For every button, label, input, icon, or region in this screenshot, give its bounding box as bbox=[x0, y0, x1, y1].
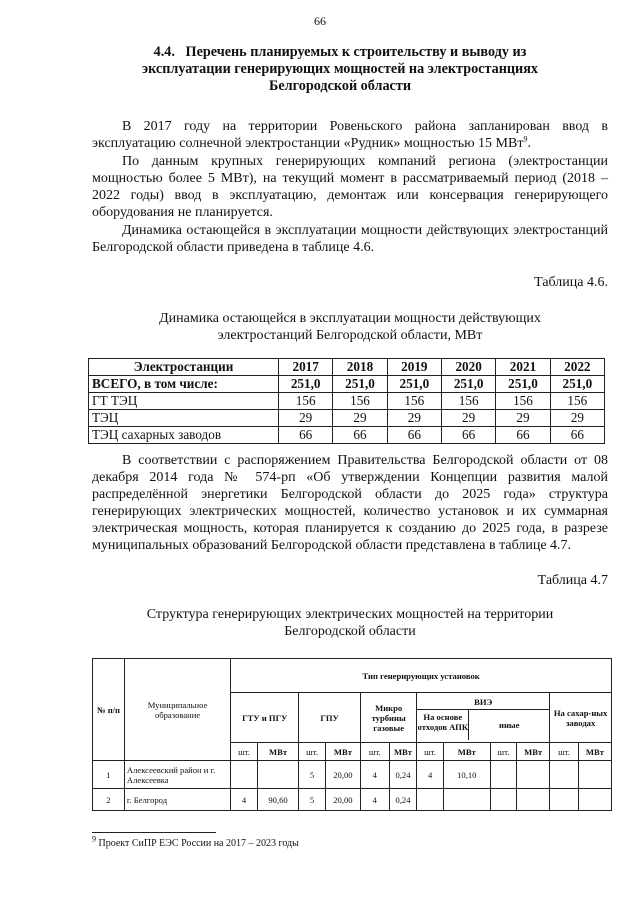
paragraph-3: Динамика остающейся в эксплуатации мощности действующих электростанций Белгородской области приведена в таблице 4.6. bbox=[92, 223, 608, 255]
footnote-divider bbox=[92, 832, 216, 833]
heading-line-2: эксплуатации генерирующих мощностей на электростанциях bbox=[141, 61, 539, 77]
table-4-6-label: Таблица 4.6. bbox=[534, 275, 608, 290]
table-4-7-label: Таблица 4.7 bbox=[537, 573, 608, 588]
table-row: ГТ ТЭЦ 156 156 156 156 156 156 bbox=[89, 393, 605, 410]
table-header-row: ГТУ и ПГУ ГПУ Микро турбины газовые ВИЭ На основе отходов АПК иные На сахар-ных заводах bbox=[93, 693, 612, 743]
footnote bbox=[92, 834, 299, 849]
table-row: 1 Алексеевский район и г. Алексеевка 5 20,00 4 0,24 4 10,10 bbox=[93, 761, 612, 789]
paragraph-2: По данным крупных генерирующих компаний региона (электростанции мощностью более 5 МВт), на текущий момент в рассматриваемый период (2018 – 2022 годы) ввод в эксплуатацию, демонтаж или консервация генерирующего оборудования не планируется. bbox=[92, 154, 608, 220]
table-4-6-caption: Динамика остающейся в эксплуатации мощности действующих электростанций Белгородской области, МВт bbox=[159, 311, 541, 343]
table-row: ВСЕГО, в том числе: 251,0 251,0 251,0 251,0 251,0 251,0 bbox=[89, 376, 605, 393]
table-row: 2 г. Белгород 4 90,60 5 20,00 4 0,24 bbox=[93, 789, 612, 811]
table-4-7 bbox=[92, 658, 612, 811]
table-header-row: № п/п Муниципальное образование Тип генерирующих установок bbox=[93, 659, 612, 693]
page-number: 66 bbox=[314, 14, 326, 28]
table-row: ТЭЦ сахарных заводов 66 66 66 66 66 66 bbox=[89, 427, 605, 444]
paragraph-1: В 2017 году на территории Ровеньского района запланирован ввод в эксплуатацию солнечной электростанции «Рудник» мощностью 15 МВт$^9$. bbox=[92, 119, 608, 151]
section-heading bbox=[110, 44, 570, 95]
table-row: ТЭЦ 29 29 29 29 29 29 bbox=[89, 410, 605, 427]
heading-line-1: Перечень планируемых к строительству и выводу из bbox=[185, 44, 527, 60]
footnote-ref: 9 bbox=[523, 134, 528, 144]
table-header-row: Электростанции 2017 2018 2019 2020 2021 2022 bbox=[89, 359, 605, 376]
footnote-mark: 9 bbox=[92, 834, 96, 844]
section-number: 4.4. bbox=[153, 44, 175, 60]
paragraph-4: В соответствии с распоряжением Правительства Белгородской области от 08 декабря 2014 года № 574-рп «Об утверждении Концепции развития малой распределённой энергетики Белгородской области до 2025 года» структура генерирующих электрических мощностей, количество установок и их суммарная электрическая мощность, которая планируется к созданию до 2025 года, в разрезе муниципальных образований Белгородской области представлена в таблице 4.7. bbox=[92, 453, 608, 553]
heading-line-3: Белгородской области bbox=[269, 78, 411, 94]
footnote-text: Проект СиПР ЕЭС России на 2017 – 2023 годы bbox=[98, 838, 299, 849]
table-4-7-caption: Структура генерирующих электрических мощностей на территории Белгородской области bbox=[146, 607, 554, 639]
table-4-6 bbox=[88, 358, 605, 444]
table-units-row: шт. МВт шт. МВт шт. МВт шт. МВт шт. МВт шт. МВт bbox=[93, 743, 612, 761]
